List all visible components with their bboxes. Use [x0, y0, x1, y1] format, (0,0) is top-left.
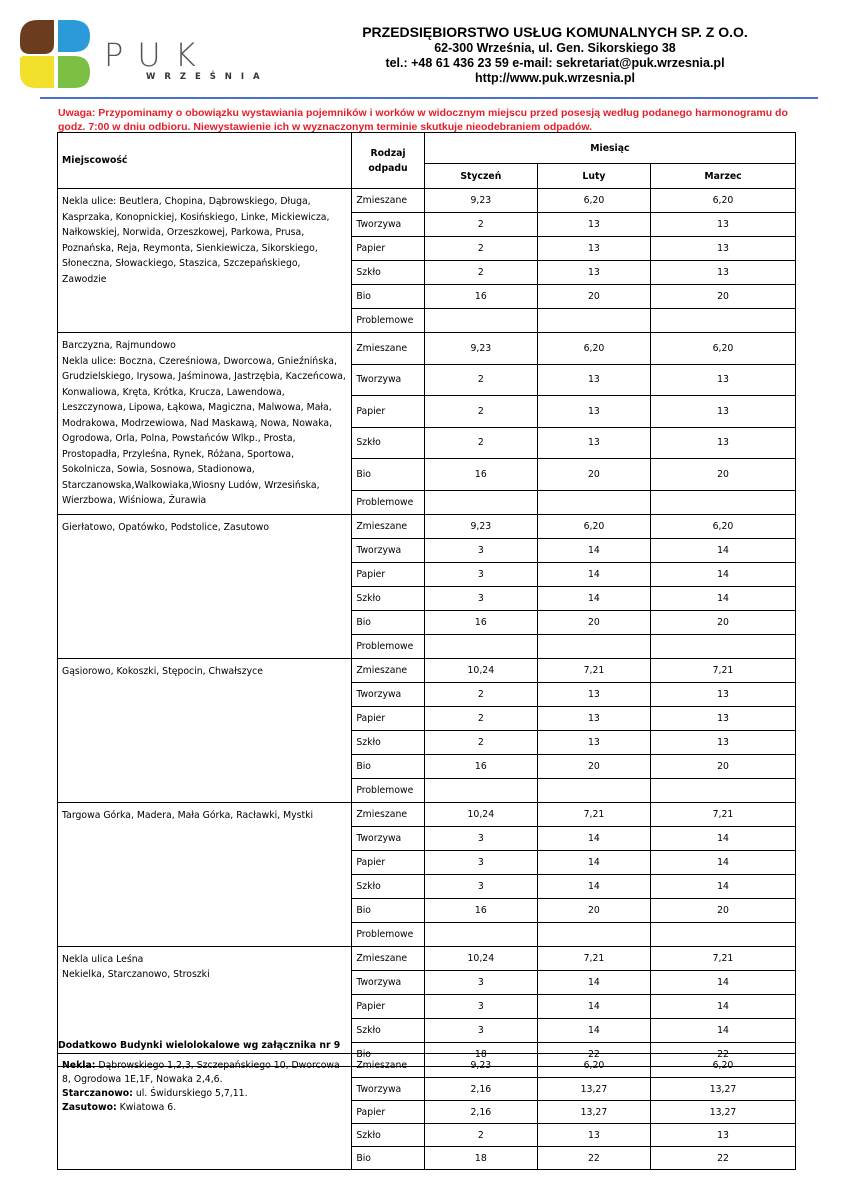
month-value-cell-1: 2: [424, 682, 537, 706]
month-value-cell-2: 13: [537, 730, 650, 754]
header-location: Miejscowość: [58, 133, 352, 189]
month-value-cell-1: 3: [424, 562, 537, 586]
month-value-cell-1: 18: [424, 1042, 537, 1066]
header-waste-type-label: Rodzaj odpadu: [368, 147, 408, 174]
waste-type-cell: Tworzywa: [352, 970, 424, 994]
table-row: [58, 514, 796, 538]
waste-type-cell: Szkło: [352, 1124, 424, 1147]
company-name: PRZEDSIĘBIORSTWO USŁUG KOMUNALNYCH SP. Z O.O.: [362, 24, 748, 40]
waste-type-cell: Tworzywa: [352, 364, 424, 396]
month-value-cell-2: 6,20: [537, 514, 650, 538]
month-value-cell-2: 13: [537, 237, 650, 261]
month-value-cell-3: 13,27: [651, 1078, 796, 1101]
waste-type-cell: Zmieszane: [352, 946, 424, 970]
month-value-cell-2: 14: [537, 586, 650, 610]
location-cell: Targowa Górka, Madera, Mała Górka, Racławki, Mystki: [58, 802, 352, 946]
puk-logo: [20, 20, 270, 92]
location-cell: Gąsiorowo, Kokoszki, Stępocin, Chwałszyce: [58, 658, 352, 802]
extra-location-cell: [58, 1054, 352, 1170]
month-value-cell-1: 3: [424, 826, 537, 850]
waste-type-cell: Zmieszane: [352, 802, 424, 826]
waste-type-cell: Tworzywa: [352, 538, 424, 562]
month-value-cell-3: 20: [651, 898, 796, 922]
waste-type-cell: Szkło: [352, 261, 424, 285]
month-value-cell-2: [537, 922, 650, 946]
month-value-cell-1: 2,16: [424, 1101, 537, 1124]
table-row: [58, 658, 796, 682]
month-value-cell-3: 20: [651, 610, 796, 634]
month-value-cell-3: 14: [651, 994, 796, 1018]
waste-type-cell: Bio: [352, 1147, 424, 1170]
location-cell: Barczyzna, Rajmundowo Nekla ulice: Boczna, Czereśniowa, Dworcowa, Gnieźnińska, Grudzielskiego, Irysowa, Jaśminowa, Jastrzębia, Kaczeńcowa, Konwaliowa, Kręta, Krótka, Krucza, Lawendowa, Leszczynowa, Lipowa, Łąkowa, Magiczna, Malwowa, Mała, Modrakowa, Modrzewiowa, Nad Maskawą, Nowa, Nowaka, Ogrodowa, Orla, Polna, Powstańców Wlkp., Prosta, Prostopadła, Przyleśna, Rynek, Różana, Sportowa, Sokolnicza, Sowia, Sosnowa, Stadionowa, Starczanowska,Walkowiaka,Wiosny Ludów, Wrzesińska, Wierzbowa, Wiśniowa, Żurawia: [58, 333, 352, 515]
waste-type-cell: Zmieszane: [352, 514, 424, 538]
month-value-cell-2: 20: [537, 898, 650, 922]
month-value-cell-3: 14: [651, 586, 796, 610]
header-waste-type: [352, 133, 424, 189]
month-value-cell-3: 22: [651, 1042, 796, 1066]
month-value-cell-1: 3: [424, 850, 537, 874]
month-value-cell-2: 13,27: [537, 1078, 650, 1101]
extra-schedule-table: [57, 1053, 796, 1170]
month-value-cell-2: 6,20: [537, 189, 650, 213]
waste-type-cell: Problemowe: [352, 778, 424, 802]
month-value-cell-2: 13: [537, 1124, 650, 1147]
month-value-cell-2: 20: [537, 754, 650, 778]
month-value-cell-1: 9,23: [424, 1054, 537, 1078]
table-row: [58, 946, 796, 970]
month-value-cell-3: 14: [651, 970, 796, 994]
month-value-cell-2: 7,21: [537, 802, 650, 826]
month-value-cell-2: 14: [537, 874, 650, 898]
month-value-cell-3: 14: [651, 538, 796, 562]
month-value-cell-2: 20: [537, 285, 650, 309]
waste-type-cell: Zmieszane: [352, 1054, 424, 1078]
month-value-cell-2: 14: [537, 994, 650, 1018]
month-value-cell-3: 6,20: [651, 1054, 796, 1078]
header-month-1: Styczeń: [424, 164, 537, 189]
table-row: [58, 1054, 796, 1078]
month-value-cell-3: 13: [651, 730, 796, 754]
month-value-cell-2: 14: [537, 1018, 650, 1042]
month-value-cell-3: 6,20: [651, 514, 796, 538]
waste-type-cell: Bio: [352, 1042, 424, 1066]
month-value-cell-1: 16: [424, 754, 537, 778]
month-value-cell-3: 13: [651, 364, 796, 396]
waste-type-cell: Problemowe: [352, 634, 424, 658]
month-value-cell-3: 13: [651, 706, 796, 730]
extra-location-label: Nekla:: [62, 1060, 96, 1071]
waste-type-cell: Papier: [352, 850, 424, 874]
month-value-cell-2: 20: [537, 459, 650, 491]
waste-type-cell: Szkło: [352, 874, 424, 898]
month-value-cell-2: 13,27: [537, 1101, 650, 1124]
month-value-cell-3: 6,20: [651, 189, 796, 213]
month-value-cell-2: 7,21: [537, 658, 650, 682]
month-value-cell-2: 7,21: [537, 946, 650, 970]
month-value-cell-3: 14: [651, 562, 796, 586]
month-value-cell-3: 13: [651, 261, 796, 285]
header-month-3: Marzec: [651, 164, 796, 189]
header-divider: [40, 97, 818, 99]
month-value-cell-3: 20: [651, 459, 796, 491]
month-value-cell-3: [651, 922, 796, 946]
month-value-cell-2: 14: [537, 850, 650, 874]
month-value-cell-3: 7,21: [651, 658, 796, 682]
waste-type-cell: Problemowe: [352, 490, 424, 514]
schedule-table: [57, 132, 796, 1067]
waste-type-cell: Papier: [352, 237, 424, 261]
month-value-cell-2: 13: [537, 682, 650, 706]
month-value-cell-1: [424, 490, 537, 514]
logo-text: PUK: [104, 36, 210, 74]
waste-type-cell: Problemowe: [352, 922, 424, 946]
month-value-cell-3: 6,20: [651, 333, 796, 365]
logo-petal-green: [58, 56, 90, 88]
company-contact: tel.: +48 61 436 23 59 e-mail: sekretariat@puk.wrzesnia.pl: [385, 56, 725, 70]
logo-petal-blue: [58, 20, 90, 52]
month-value-cell-1: 9,23: [424, 333, 537, 365]
schedule-body: [58, 189, 796, 1067]
waste-type-cell: Problemowe: [352, 309, 424, 333]
month-value-cell-2: 14: [537, 538, 650, 562]
month-value-cell-3: 14: [651, 1018, 796, 1042]
month-value-cell-2: [537, 309, 650, 333]
extra-location-addresses: ul. Świdurskiego 5,7,11.: [132, 1088, 248, 1099]
table-row: [58, 802, 796, 826]
waste-type-cell: Papier: [352, 1101, 424, 1124]
month-value-cell-3: [651, 634, 796, 658]
month-value-cell-3: 7,21: [651, 946, 796, 970]
month-value-cell-3: 22: [651, 1147, 796, 1170]
month-value-cell-2: 13: [537, 706, 650, 730]
month-value-cell-1: 16: [424, 459, 537, 491]
header-month-group: Miesiąc: [424, 133, 795, 164]
company-address: 62-300 Września, ul. Gen. Sikorskiego 38: [434, 41, 676, 55]
month-value-cell-2: 13: [537, 396, 650, 428]
month-value-cell-1: 2: [424, 427, 537, 459]
waste-type-cell: Papier: [352, 396, 424, 428]
month-value-cell-1: 2: [424, 396, 537, 428]
waste-type-cell: Bio: [352, 610, 424, 634]
month-value-cell-3: 14: [651, 850, 796, 874]
month-value-cell-2: 6,20: [537, 1054, 650, 1078]
month-value-cell-1: 2: [424, 706, 537, 730]
month-value-cell-1: 9,23: [424, 189, 537, 213]
month-value-cell-3: 13: [651, 682, 796, 706]
month-value-cell-1: 2: [424, 1124, 537, 1147]
month-value-cell-2: 14: [537, 970, 650, 994]
month-value-cell-2: 13: [537, 261, 650, 285]
month-value-cell-2: 14: [537, 562, 650, 586]
month-value-cell-3: 13: [651, 1124, 796, 1147]
table-row: [58, 333, 796, 365]
location-cell: Nekla ulica Leśna Nekielka, Starczanowo, Stroszki: [58, 946, 352, 1066]
month-value-cell-1: [424, 634, 537, 658]
month-value-cell-1: 2: [424, 237, 537, 261]
logo-petal-brown: [20, 20, 54, 54]
waste-type-cell: Zmieszane: [352, 189, 424, 213]
month-value-cell-3: 20: [651, 754, 796, 778]
month-value-cell-1: 3: [424, 970, 537, 994]
waste-type-cell: Zmieszane: [352, 658, 424, 682]
month-value-cell-3: 13,27: [651, 1101, 796, 1124]
extra-location-addresses: Dąbrowskiego 1,2,3, Szczepańskiego 10, Dworcowa 8, Ogrodowa 1E,1F, Nowaka 2,4,6.: [62, 1060, 340, 1085]
month-value-cell-2: 20: [537, 610, 650, 634]
waste-type-cell: Szkło: [352, 586, 424, 610]
waste-type-cell: Papier: [352, 562, 424, 586]
month-value-cell-1: 2: [424, 364, 537, 396]
month-value-cell-3: 13: [651, 396, 796, 428]
waste-type-cell: Tworzywa: [352, 1078, 424, 1101]
month-value-cell-1: [424, 309, 537, 333]
location-cell: Nekla ulice: Beutlera, Chopina, Dąbrowskiego, Długa, Kasprzaka, Konopnickiej, Kosińskiego, Linke, Mickiewicza, Nałkowskiej, Norwida, Orzeszkowej, Parkowa, Prusa, Poznańska, Reja, Reymonta, Sienkiewicza, Sikorskiego, Słoneczna, Słowackiego, Staszica, Szczepańskiego, Zawodzie: [58, 189, 352, 333]
waste-type-cell: Szkło: [352, 730, 424, 754]
month-value-cell-2: 6,20: [537, 333, 650, 365]
month-value-cell-2: 22: [537, 1042, 650, 1066]
month-value-cell-1: 16: [424, 898, 537, 922]
waste-type-cell: Zmieszane: [352, 333, 424, 365]
month-value-cell-2: [537, 634, 650, 658]
waste-type-cell: Bio: [352, 898, 424, 922]
month-value-cell-1: 2,16: [424, 1078, 537, 1101]
month-value-cell-2: 22: [537, 1147, 650, 1170]
month-value-cell-1: 3: [424, 538, 537, 562]
month-value-cell-1: 10,24: [424, 658, 537, 682]
waste-type-cell: Bio: [352, 285, 424, 309]
extra-section-title: Dodatkowo Budynki wielolokalowe wg załącznika nr 9: [58, 1040, 341, 1051]
company-website[interactable]: http://www.puk.wrzesnia.pl: [475, 71, 635, 85]
waste-type-cell: Szkło: [352, 1018, 424, 1042]
extra-schedule-body: [58, 1054, 796, 1170]
month-value-cell-1: 3: [424, 994, 537, 1018]
notice-text: Uwaga: Przypominamy o obowiązku wystawiania pojemników i worków w widocznym miejscu przed posesją według podanego harmonogramu do godz. 7:00 w dniu odbioru. Niewystawienie ich w wyznaczonym terminie skutkuje nieodebraniem odpadów.: [58, 107, 788, 133]
waste-type-cell: Tworzywa: [352, 826, 424, 850]
month-value-cell-2: [537, 778, 650, 802]
waste-type-cell: Bio: [352, 459, 424, 491]
month-value-cell-1: [424, 922, 537, 946]
extra-location-label: Starczanowo:: [62, 1088, 133, 1099]
logo-subtext: W R Z E Ś N I A: [146, 72, 263, 82]
extra-location-label: Zasutowo:: [62, 1102, 117, 1113]
month-value-cell-3: 20: [651, 285, 796, 309]
month-value-cell-3: 13: [651, 213, 796, 237]
header-month-2: Luty: [537, 164, 650, 189]
month-value-cell-3: [651, 490, 796, 514]
month-value-cell-3: 14: [651, 874, 796, 898]
location-cell: Gierłatowo, Opatówko, Podstolice, Zasutowo: [58, 514, 352, 658]
month-value-cell-2: 14: [537, 826, 650, 850]
waste-type-cell: Szkło: [352, 427, 424, 459]
month-value-cell-2: 13: [537, 427, 650, 459]
month-value-cell-1: 16: [424, 285, 537, 309]
month-value-cell-3: 13: [651, 237, 796, 261]
month-value-cell-1: [424, 778, 537, 802]
month-value-cell-2: 13: [537, 364, 650, 396]
waste-type-cell: Papier: [352, 706, 424, 730]
month-value-cell-1: 3: [424, 1018, 537, 1042]
month-value-cell-1: 18: [424, 1147, 537, 1170]
month-value-cell-1: 2: [424, 213, 537, 237]
waste-type-cell: Tworzywa: [352, 213, 424, 237]
month-value-cell-2: [537, 490, 650, 514]
month-value-cell-3: 13: [651, 427, 796, 459]
company-header: [300, 24, 810, 86]
waste-type-cell: Bio: [352, 754, 424, 778]
month-value-cell-3: 7,21: [651, 802, 796, 826]
extra-location-addresses: Kwiatowa 6.: [116, 1102, 177, 1113]
waste-type-cell: Papier: [352, 994, 424, 1018]
month-value-cell-1: 9,23: [424, 514, 537, 538]
month-value-cell-3: [651, 309, 796, 333]
month-value-cell-2: 13: [537, 213, 650, 237]
month-value-cell-1: 2: [424, 730, 537, 754]
month-value-cell-1: 3: [424, 874, 537, 898]
month-value-cell-1: 3: [424, 586, 537, 610]
month-value-cell-3: 14: [651, 826, 796, 850]
month-value-cell-1: 2: [424, 261, 537, 285]
month-value-cell-3: [651, 778, 796, 802]
table-row: [58, 189, 796, 213]
logo-petal-yellow: [20, 56, 54, 88]
month-value-cell-1: 16: [424, 610, 537, 634]
month-value-cell-1: 10,24: [424, 946, 537, 970]
month-value-cell-1: 10,24: [424, 802, 537, 826]
waste-type-cell: Tworzywa: [352, 682, 424, 706]
